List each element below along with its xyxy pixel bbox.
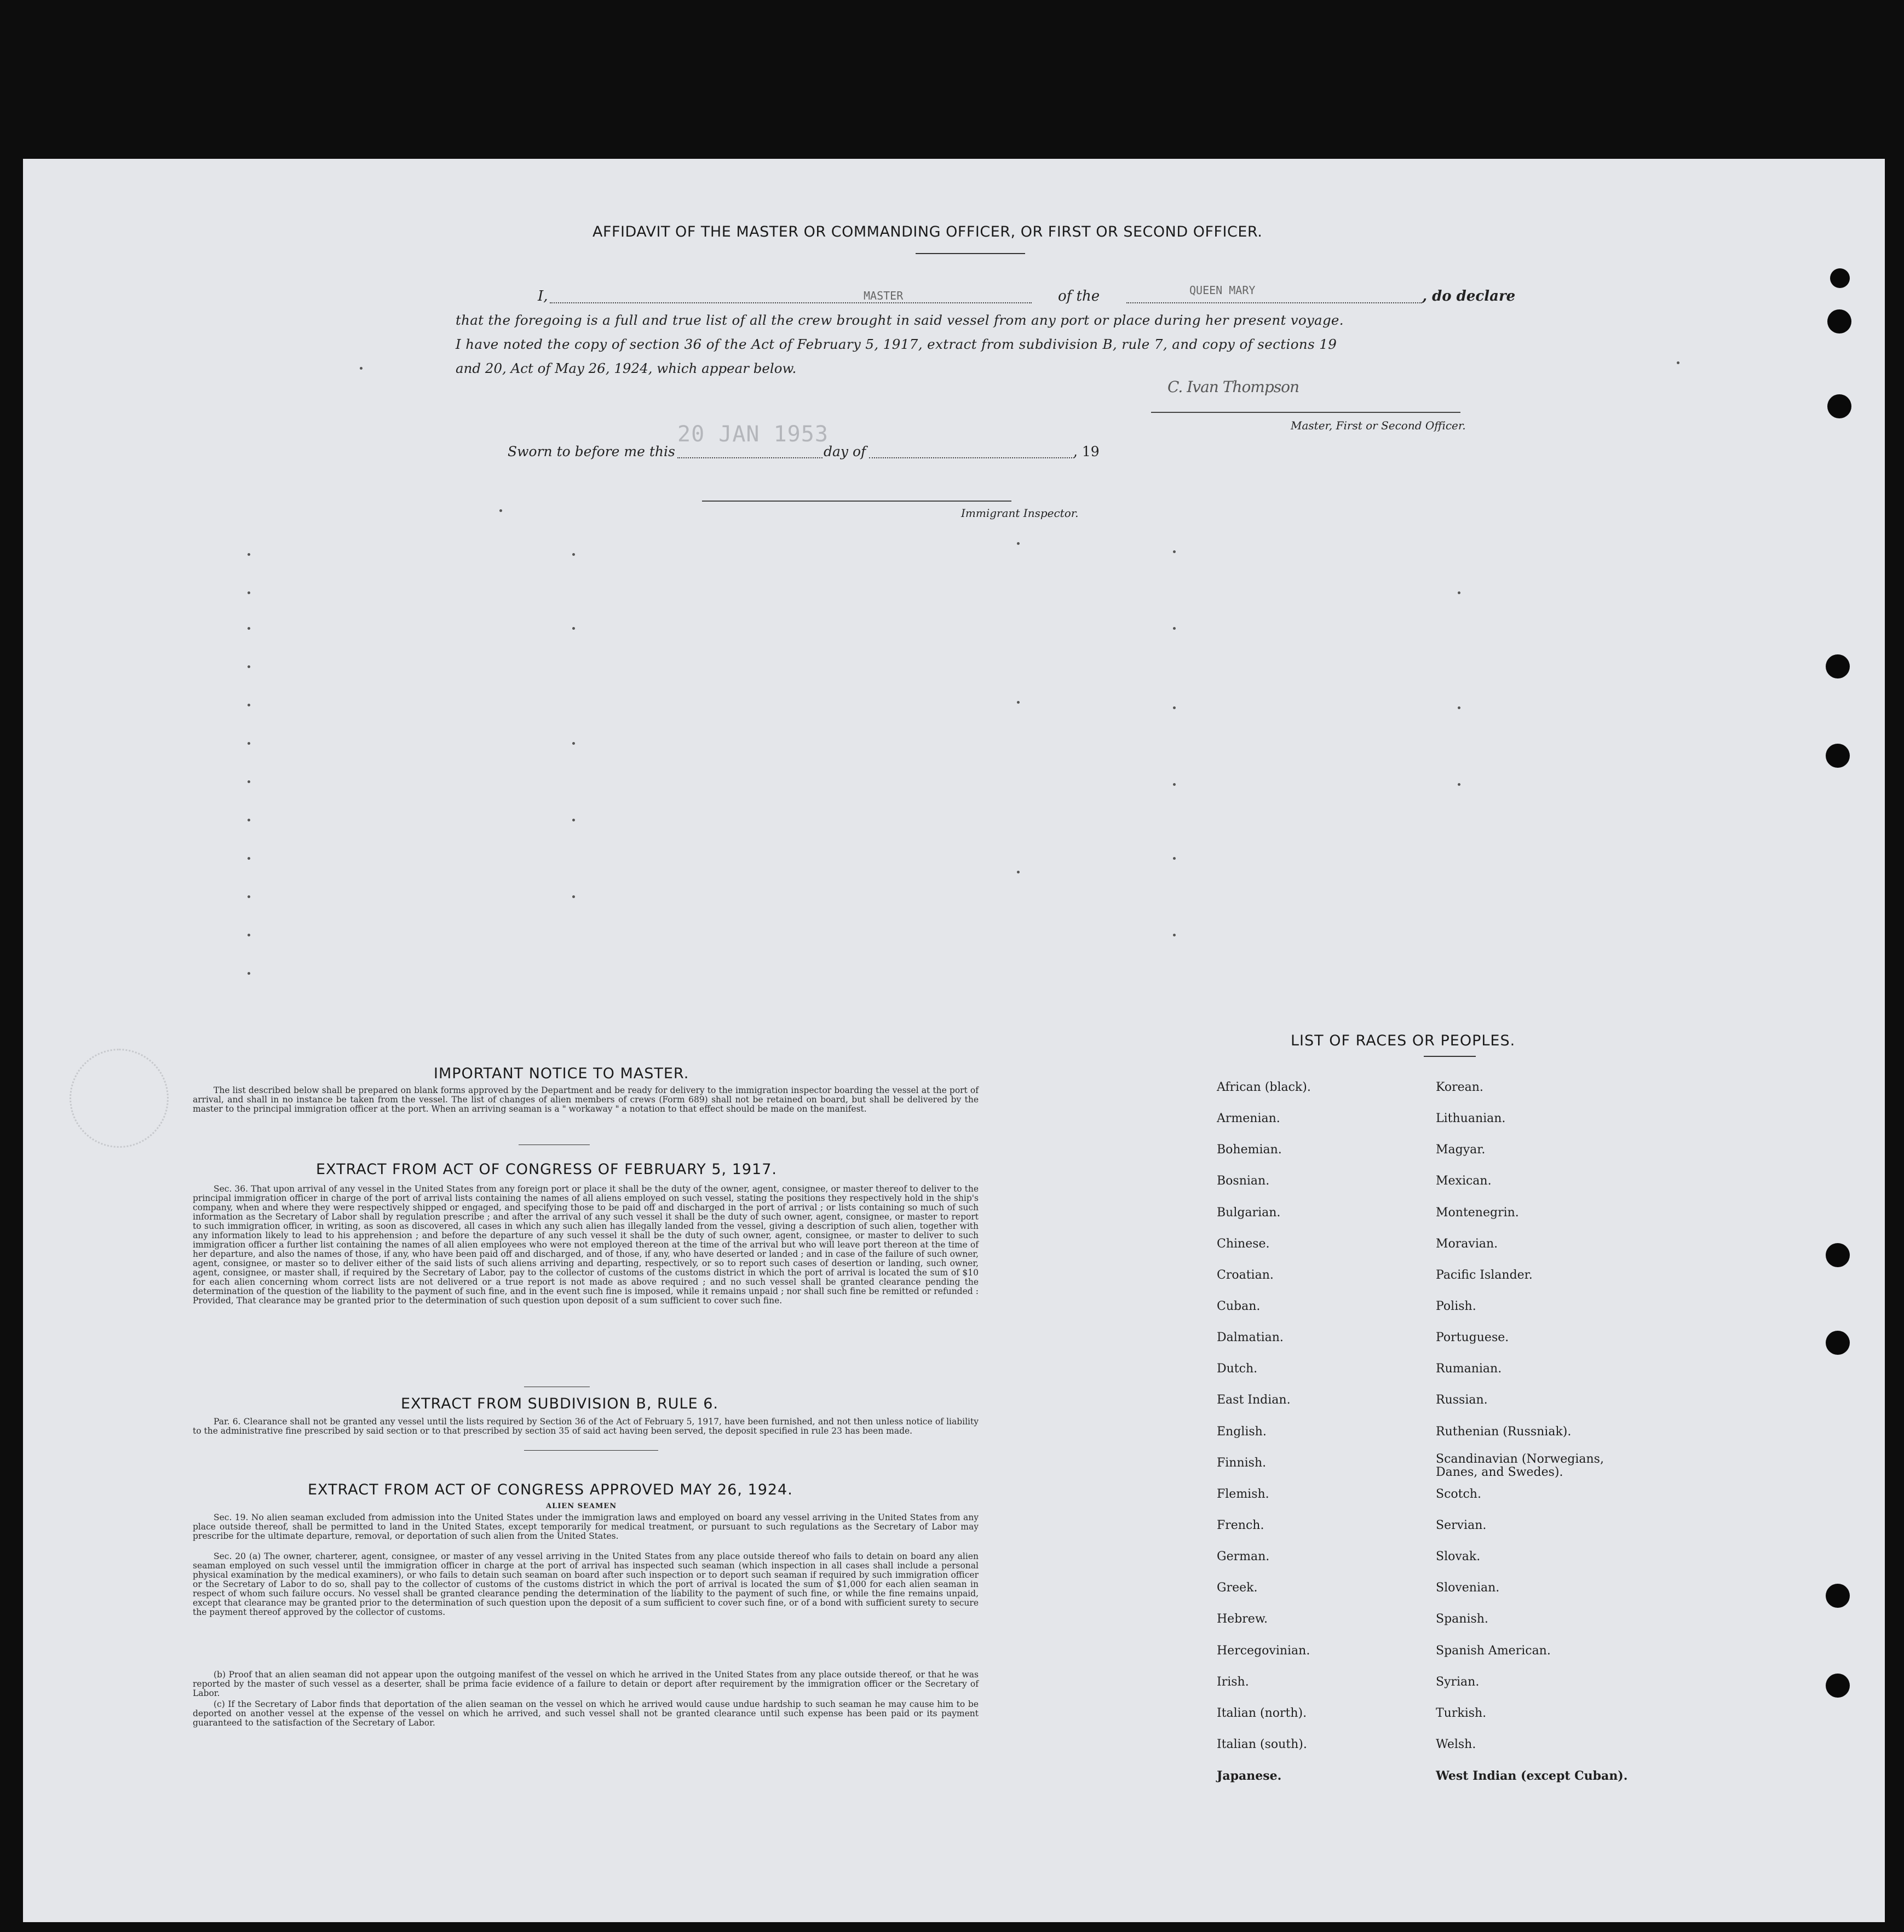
punch-hole bbox=[1826, 1331, 1850, 1355]
punch-hole bbox=[1826, 654, 1850, 679]
punch-hole bbox=[1827, 309, 1851, 334]
signature-caption: Master, First or Second Officer. bbox=[1291, 419, 1466, 432]
speck bbox=[248, 591, 250, 594]
race-item: Slovak. bbox=[1436, 1550, 1481, 1563]
speck bbox=[1458, 706, 1460, 709]
race-item: Montenegrin. bbox=[1436, 1206, 1519, 1220]
speck bbox=[1017, 871, 1020, 873]
punch-hole bbox=[1826, 1584, 1850, 1608]
race-item: Servian. bbox=[1436, 1519, 1487, 1532]
do-declare-label: , do declare bbox=[1422, 288, 1516, 304]
race-item: Irish. bbox=[1217, 1675, 1249, 1689]
inspector-line bbox=[702, 501, 1011, 502]
speck bbox=[248, 895, 250, 898]
notice-title: IMPORTANT NOTICE TO MASTER. bbox=[434, 1065, 689, 1082]
speck bbox=[1458, 783, 1460, 786]
race-item: Syrian. bbox=[1436, 1675, 1480, 1689]
extract-1924-subtitle: ALIEN SEAMEN bbox=[546, 1502, 617, 1510]
race-item: Rumanian. bbox=[1436, 1362, 1502, 1376]
faint-seal bbox=[70, 1049, 169, 1148]
sworn-label: Sworn to before me this bbox=[508, 444, 675, 459]
speck bbox=[248, 704, 250, 706]
race-item: East Indian. bbox=[1217, 1393, 1291, 1407]
extract-1924-sec19: Sec. 19. No alien seaman excluded from admission into the United States under the immigration laws and employed on board any vessel arriving in the United States from any place outside thereof, shall be permitted to land in the United States, except temporarily for medical treatment, or pursuant to such regulations as the Secretary of Labor may prescribe for the ultimate departure, removal, or deportation of such alien from the United States. bbox=[193, 1513, 979, 1541]
date-stamp: 20 JAN 1953 bbox=[677, 422, 829, 447]
speck bbox=[248, 857, 250, 860]
speck bbox=[572, 627, 575, 630]
speck bbox=[1173, 627, 1176, 630]
race-item: Lithuanian. bbox=[1436, 1112, 1506, 1125]
inspector-caption: Immigrant Inspector. bbox=[961, 507, 1079, 520]
speck bbox=[1017, 542, 1020, 545]
race-item: Bosnian. bbox=[1217, 1174, 1270, 1188]
extract-1924-sec20c: (c) If the Secretary of Labor finds that deportation of the alien seaman on the vessel on which he arrived would cause undue hardship to such seaman he may cause him to be deported on another vessel at the expense of the vessel on which he arrived, and such vessel shall not be granted clearance until such expense has been paid or its payment guaranteed to the satisfaction of the Secretary of Labor. bbox=[193, 1699, 979, 1728]
punch-hole bbox=[1826, 744, 1850, 768]
speck bbox=[572, 819, 575, 821]
race-item: West Indian (except Cuban). bbox=[1436, 1769, 1628, 1783]
speck bbox=[499, 509, 502, 512]
race-item: Dutch. bbox=[1217, 1362, 1258, 1376]
race-item: Spanish American. bbox=[1436, 1644, 1551, 1658]
speck bbox=[1173, 706, 1176, 709]
speck bbox=[1458, 591, 1460, 594]
race-item: Bulgarian. bbox=[1217, 1206, 1281, 1220]
race-item: Chinese. bbox=[1217, 1237, 1270, 1251]
speck bbox=[1017, 701, 1020, 704]
extract-1924-title: EXTRACT FROM ACT OF CONGRESS APPROVED MAY 26, 1924. bbox=[308, 1481, 793, 1498]
race-item: German. bbox=[1217, 1550, 1270, 1563]
vessel-line bbox=[1126, 302, 1422, 303]
affidavit-body-line1: that the foregoing is a full and true list of all the crew brought in said vessel from any port or place during her present voyage. bbox=[456, 312, 1344, 328]
race-item: Turkish. bbox=[1436, 1706, 1487, 1720]
race-item: Russian. bbox=[1436, 1393, 1488, 1407]
race-item: English. bbox=[1217, 1425, 1267, 1439]
sworn-day-line bbox=[677, 457, 822, 458]
race-item: Korean. bbox=[1436, 1080, 1483, 1094]
speck bbox=[248, 742, 250, 745]
speck bbox=[1173, 857, 1176, 860]
speck bbox=[572, 742, 575, 745]
speck bbox=[248, 627, 250, 630]
race-item: Scotch. bbox=[1436, 1487, 1481, 1501]
extract-1917-title: EXTRACT FROM ACT OF CONGRESS OF FEBRUARY 5, 1917. bbox=[316, 1161, 777, 1178]
race-item: Flemish. bbox=[1217, 1487, 1269, 1501]
of-the-label: of the bbox=[1058, 288, 1100, 304]
title-underline bbox=[916, 253, 1025, 254]
race-item: Pacific Islander. bbox=[1436, 1268, 1533, 1282]
master-value: MASTER bbox=[864, 289, 904, 302]
race-item: French. bbox=[1217, 1519, 1264, 1532]
race-item: Finnish. bbox=[1217, 1456, 1267, 1470]
races-underline bbox=[1424, 1056, 1476, 1057]
speck bbox=[1173, 934, 1176, 936]
extract-1917-text: Sec. 36. That upon arrival of any vessel in the United States from any foreign port or place it shall be the duty of the owner, agent, consignee, or master thereof to deliver to the principal immigration officer in charge of the port of arrival lists containing the names of all aliens employed on such vessel, stating the positions they respectively hold in the ship's company, when and where they were respectively shipped or engaged, and specifying those to be paid off and discharged in the port of arrival ; or lists containing so much of such information as the Secretary of Labor shall by regulation prescribe ; and after the arrival of any such vessel it shall be the duty of such owner, agent, consignee, or master to report to such immigration officer, in writing, as soon as discovered, all cases in which any such alien has illegally landed from the vessel, giving a description of such alien, together with any information likely to lead to his apprehension ; and before the departure of any such vessel it shall be the duty of such owner, agent, consignee, or master to deliver to such immigration officer a further list containing the names of all alien employees who were not employed thereon at the time of the arrival but who will leave port thereon at the time of her departure, and also the names of those, if any, who have been paid off and discharged, and of those, if any, who have deserted or landed ; and in case of the failure of such owner, agent, consignee, or master so to deliver either of the said lists of such aliens arriving and departing, respectively, or so to report such cases of desertion or landing, such owner, agent, consignee, or master shall, if required by the Secretary of Labor, pay to the collector of customs of the customs district in which the port of arrival is located the sum of $10 for each alien concerning whom correct lists are not delivered or a true report is not made as above required ; and no such vessel shall be granted clearance pending the determination of the question of the liability to the payment of such fine, and in the event such fine is imposed, while it remains unpaid ; nor shall such fine be remitted or refunded : Provided, That clearance may be granted prior to the determination of such question upon deposit of a sum sufficient to cover such fine. bbox=[193, 1184, 979, 1306]
race-item: Slovenian. bbox=[1436, 1581, 1500, 1595]
race-item: Welsh. bbox=[1436, 1738, 1476, 1751]
speck bbox=[1677, 361, 1679, 364]
race-item: Hercegovinian. bbox=[1217, 1644, 1310, 1658]
speck bbox=[360, 367, 363, 370]
punch-hole bbox=[1826, 1243, 1850, 1267]
speck bbox=[248, 972, 250, 975]
race-item: Moravian. bbox=[1436, 1237, 1498, 1251]
speck bbox=[572, 895, 575, 898]
document-page bbox=[23, 159, 1885, 1922]
race-item: Ruthenian (Russniak). bbox=[1436, 1425, 1572, 1439]
affidavit-body-line2: I have noted the copy of section 36 of the Act of February 5, 1917, extract from subdivision B, rule 7, and copy of sections 19 bbox=[456, 336, 1337, 352]
race-item: Scandinavian (Norwegians, Danes, and Swedes). bbox=[1436, 1452, 1604, 1479]
speck bbox=[572, 553, 575, 556]
speck bbox=[1173, 550, 1176, 553]
speck bbox=[248, 665, 250, 668]
race-item: Italian (south). bbox=[1217, 1738, 1307, 1751]
race-item: Bohemian. bbox=[1217, 1143, 1282, 1157]
extract-1924-sec20a: Sec. 20 (a) The owner, charterer, agent, consignee, or master of any vessel arriving in the United States from any place outside thereof who fails to detain on board any alien seaman employed on such vessel until the immigration officer in charge at the port of arrival has inspected such seaman (which inspection in all cases shall include a personal physical examination by the medical examiners), or who fails to detain such seaman on board after such inspection or to deport such seaman if required by such immigration officer or the Secretary of Labor to do so, shall pay to the collector of customs of the customs district in which the port of arrival is located the sum of $1,000 for each alien seaman in respect of whom such failure occurs. No vessel shall be granted clearance pending the determination of the liability to the payment of such fine, or while the fine remains unpaid, except that clearance may be granted prior to the determination of such question upon the deposit of a sum sufficient to cover such fine, or of a bond with sufficient surety to secure the payment thereof approved by the collector of customs. bbox=[193, 1551, 979, 1617]
punch-hole bbox=[1826, 1674, 1850, 1698]
year-label: , 19 bbox=[1073, 444, 1100, 459]
speck bbox=[248, 934, 250, 936]
race-item: Cuban. bbox=[1217, 1300, 1261, 1313]
race-item: Spanish. bbox=[1436, 1612, 1488, 1626]
punch-hole bbox=[1830, 268, 1850, 288]
affidavit-title: AFFIDAVIT OF THE MASTER OR COMMANDING OFFICER, OR FIRST OR SECOND OFFICER. bbox=[593, 223, 1263, 240]
race-item: African (black). bbox=[1217, 1080, 1311, 1094]
signature: C. Ivan Thompson bbox=[1167, 378, 1299, 396]
race-item: Armenian. bbox=[1217, 1112, 1280, 1125]
vessel-value: QUEEN MARY bbox=[1189, 284, 1256, 297]
race-item: Magyar. bbox=[1436, 1143, 1486, 1157]
rule6-text: Par. 6. Clearance shall not be granted any vessel until the lists required by Section 36 of the Act of February 5, 1917, have been furnished, and not then unless notice of liability to the administrative fine prescribed by said section or to that prescribed by section 35 of said act having been served, the deposit specified in rule 23 has been made. bbox=[193, 1417, 979, 1436]
race-item: Croatian. bbox=[1217, 1268, 1274, 1282]
divider bbox=[524, 1450, 658, 1451]
race-item: Greek. bbox=[1217, 1581, 1258, 1595]
speck bbox=[248, 780, 250, 783]
affidavit-body-line3: and 20, Act of May 26, 1924, which appear below. bbox=[456, 360, 797, 376]
race-item: Italian (north). bbox=[1217, 1706, 1307, 1720]
race-item: Polish. bbox=[1436, 1300, 1476, 1313]
race-item: Hebrew. bbox=[1217, 1612, 1268, 1626]
race-item: Japanese. bbox=[1217, 1769, 1282, 1783]
signature-line bbox=[1151, 412, 1460, 413]
i-label: I, bbox=[538, 288, 548, 304]
master-name-line bbox=[550, 302, 1032, 303]
rule6-title: EXTRACT FROM SUBDIVISION B, RULE 6. bbox=[401, 1395, 718, 1412]
race-item: Dalmatian. bbox=[1217, 1331, 1284, 1344]
punch-hole bbox=[1827, 394, 1851, 418]
notice-text: The list described below shall be prepared on blank forms approved by the Department and be ready for delivery to the immigration inspector boarding the vessel at the port of arrival, and shall in no instance be taken from the vessel. The list of changes of alien members of crews (Form 689) shall not be retained on board, but shall be delivered by the master to the principal immigration officer at the port. When an arriving seaman is a " workaway " a notation to that effect should be made on the manifest. bbox=[193, 1085, 979, 1114]
speck bbox=[248, 819, 250, 821]
day-of-label: day of bbox=[824, 444, 866, 459]
speck bbox=[248, 553, 250, 556]
race-item: Portuguese. bbox=[1436, 1331, 1509, 1344]
extract-1924-sec20b: (b) Proof that an alien seaman did not appear upon the outgoing manifest of the vessel on which he arrived in the United States from any place outside thereof, or that he was reported by the master of such vessel as a deserter, shall be prima facie evidence of a failure to detain or deport after requirement by the immigration officer or the Secretary of Labor. bbox=[193, 1670, 979, 1698]
race-item: Mexican. bbox=[1436, 1174, 1492, 1188]
sworn-month-line bbox=[869, 457, 1074, 458]
races-title: LIST OF RACES OR PEOPLES. bbox=[1291, 1032, 1516, 1049]
speck bbox=[1173, 783, 1176, 786]
